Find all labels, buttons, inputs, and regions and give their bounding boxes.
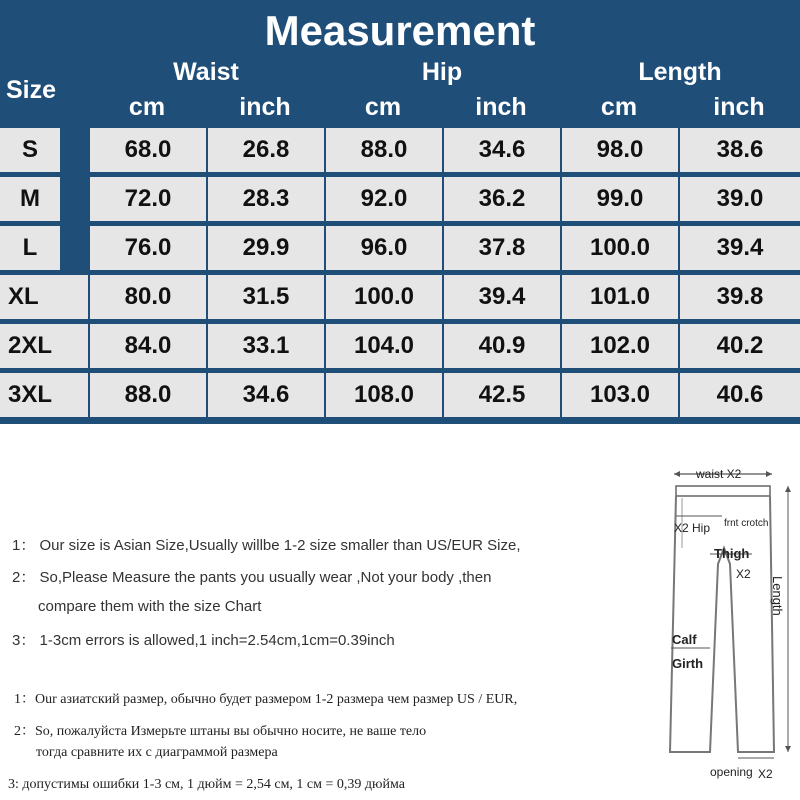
table-cell: 108.0 [326,373,442,417]
waistband-outline [676,486,770,496]
waist-arrow-right-head [766,471,772,477]
table-cell: 28.3 [208,177,324,221]
note-ru-3: 3: допустимы ошибки 1-3 см, 1 дюйм = 2,54 см, 1 см = 0,39 дюйма [8,777,405,792]
table-cell: 72.0 [90,177,206,221]
table-cell: 39.4 [680,226,800,270]
table-cell: 34.6 [444,128,560,172]
table-cell: 80.0 [90,275,206,319]
table-cell: 36.2 [444,177,560,221]
note-en-2b: compare them with the size Chart [38,598,262,615]
table-cell: 103.0 [562,373,678,417]
opening-label: opening [710,765,753,779]
length-inch-header: inch [713,93,765,121]
size-column-header: Size [5,76,57,104]
table-cell: 29.9 [208,226,324,270]
table-cell: 26.8 [208,128,324,172]
length-arrow-bottom-head [785,746,791,752]
table-cell: 98.0 [562,128,678,172]
front-crotch-label: frnt crotch [724,518,769,529]
table-cell: 37.8 [444,226,560,270]
note-en-3: 3： 1-3cm errors is allowed,1 inch=2.54cm,1cm=0.39inch [12,632,395,649]
table-cell: 88.0 [90,373,206,417]
length-header: Length [638,58,722,86]
waist-cm-header: cm [128,93,166,121]
table-cell: 34.6 [208,373,324,417]
table-cell: 102.0 [562,324,678,368]
table-cell: 88.0 [326,128,442,172]
table-cell: 39.4 [444,275,560,319]
waist-label: waist X2 [696,467,742,481]
size-cell: L [0,226,60,270]
table-cell: 40.6 [680,373,800,417]
length-label: Length [770,576,785,616]
table-cell: 101.0 [562,275,678,319]
table-cell: 100.0 [326,275,442,319]
table-cell: 76.0 [90,226,206,270]
table-cell: 96.0 [326,226,442,270]
calf-label: Calf [672,632,697,647]
table-cell: 100.0 [562,226,678,270]
opening-x2-label: X2 [758,767,773,781]
waist-header: Waist [173,58,239,86]
size-cell: S [0,128,60,172]
table-cell: 39.8 [680,275,800,319]
waist-inch-header: inch [239,93,291,121]
table-cell: 40.2 [680,324,800,368]
note-en-1: 1： Our size is Asian Size,Usually willbe 1-2 size smaller than US/EUR Size, [12,537,521,554]
table-cell: 104.0 [326,324,442,368]
size-cell: 2XL [0,324,88,368]
thigh-x2-label: X2 [736,567,751,581]
note-ru-2: 2：So, пожалуйста Измерьте штаны вы обычно носите, не ваше тело [14,724,427,739]
table-cell: 39.0 [680,177,800,221]
hip-label: X2 Hip [674,521,711,535]
waist-arrow-left-head [674,471,680,477]
length-cm-header: cm [600,93,638,121]
pants-measurement-diagram [652,452,800,800]
table-cell: 38.6 [680,128,800,172]
size-cell: M [0,177,60,221]
girth-label: Girth [672,656,704,671]
table-cell: 40.9 [444,324,560,368]
note-en-2: 2： So,Please Measure the pants you usually wear ,Not your body ,then [12,569,492,586]
table-cell: 68.0 [90,128,206,172]
note-ru-1: 1：Our азиатский размер, обычно будет размером 1-2 размера чем размер US / EUR, [14,692,518,707]
length-arrow-top-head [785,486,791,492]
size-cell: 3XL [0,373,88,417]
hip-header: Hip [421,58,463,86]
hip-inch-header: inch [475,93,527,121]
hip-cm-header: cm [364,93,402,121]
table-cell: 92.0 [326,177,442,221]
table-cell: 33.1 [208,324,324,368]
size-cell: XL [0,275,88,319]
thigh-label: Thigh [714,546,750,561]
table-cell: 42.5 [444,373,560,417]
note-ru-2b: тогда сравните их с диаграммой размера [36,745,278,760]
table-cell: 84.0 [90,324,206,368]
table-title: Measurement [264,7,536,54]
table-cell: 99.0 [562,177,678,221]
table-cell: 31.5 [208,275,324,319]
